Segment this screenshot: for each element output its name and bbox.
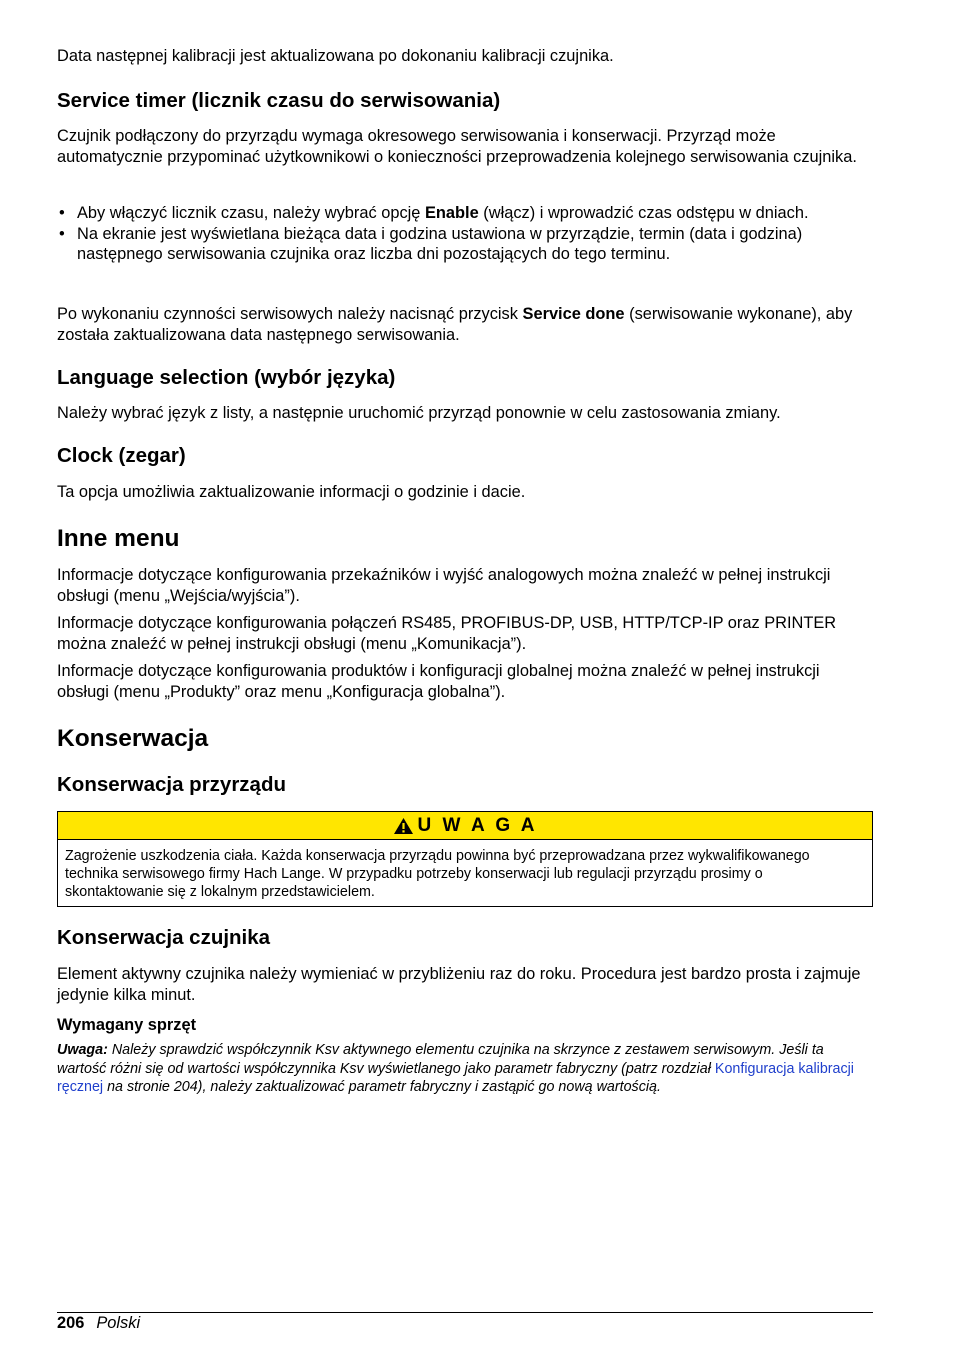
service-timer-bullets xyxy=(57,203,873,265)
required-equipment-heading: Wymagany sprzęt xyxy=(57,1016,197,1034)
note-label: Uwaga: xyxy=(57,1042,108,1058)
warning-title: U W A G A xyxy=(417,814,538,836)
intro-paragraph: Data następnej kalibracji jest aktualizowana po dokonaniu kalibracji czujnika. xyxy=(57,47,614,65)
note-paragraph: Uwaga: Należy sprawdzić współczynnik Ksv aktywnego elementu czujnika na skrzynce z zestawem serwisowym. Jeśli ta wartość różni się od wartości współczynnika Ksv wyświetlanego jako parametr fabryczny (patrz rozdział Konfiguracja kalibracji ręcznej na stronie 204), należy zaktualizować parametr fabryczny i zastąpić go nową wartością. xyxy=(57,1042,854,1095)
service-done-option: Service done xyxy=(522,305,625,323)
calibration-config-link[interactable]: Konfiguracja kalibracji ręcznej xyxy=(57,1060,854,1095)
service-timer-heading: Service timer (licznik czasu do serwisowania) xyxy=(57,89,501,112)
language-heading: Language selection (wybór języka) xyxy=(57,366,396,389)
warning-triangle-icon xyxy=(393,817,414,835)
warning-header xyxy=(58,812,872,840)
enable-option: Enable xyxy=(424,204,479,222)
service-timer-paragraph: Czujnik podłączony do przyrządu wymaga okresowego serwisowania i konserwacji. Przyrząd może automatycznie przypominać użytkownikowi o konieczności przeprowadzenia kolejnego serwisowania czujnika. xyxy=(57,127,857,166)
list-item: • Aby włączyć licznik czasu, należy wybrać opcję Enable (włącz) i wprowadzić czas odstępu w dniach. xyxy=(57,203,812,224)
other-menu-paragraph-2: Informacje dotyczące konfigurowania połączeń RS485, PROFIBUS-DP, USB, HTTP/TCP-IP oraz PRINTER można znaleźć w pełnej instrukcji obsługi (menu „Komunikacja”). xyxy=(57,614,837,653)
list-item: • Na ekranie jest wyświetlana bieżąca data i godzina ustawiona w przyrządzie, termin (data i godzina) następnego serwisowania czujnika oraz liczba dni pozostających do tego terminu. xyxy=(57,224,822,265)
page-number: 206 xyxy=(57,1314,85,1332)
service-done-paragraph: Po wykonaniu czynności serwisowych należy nacisnąć przycisk Service done (serwisowanie wykonane), aby została zaktualizowana data następnego serwisowania. xyxy=(57,305,853,344)
other-menu-paragraph-3: Informacje dotyczące konfigurowania produktów i konfiguracji globalnej można znaleźć w pełnej instrukcji obsługi (menu „Produkty” oraz menu „Konfiguracja globalna”). xyxy=(57,662,820,701)
footer-language: Polski xyxy=(96,1314,141,1332)
clock-paragraph: Ta opcja umożliwia zaktualizowanie informacji o godzinie i dacie. xyxy=(57,483,526,501)
sensor-maintenance-heading: Konserwacja czujnika xyxy=(57,926,271,949)
page-footer xyxy=(57,1313,140,1333)
clock-heading: Clock (zegar) xyxy=(57,444,186,467)
warning-box xyxy=(57,811,873,907)
sensor-maintenance-paragraph: Element aktywny czujnika należy wymieniać w przybliżeniu raz do roku. Procedura jest bardzo prosta i zajmuje jedynie kilka minut. xyxy=(57,965,861,1004)
other-menu-heading: Inne menu xyxy=(57,525,180,552)
other-menu-paragraph-1: Informacje dotyczące konfigurowania przekaźników i wyjść analogowych można znaleźć w pełnej instrukcji obsługi (menu „Wejścia/wyjścia”). xyxy=(57,566,831,605)
footer-divider xyxy=(57,1312,873,1313)
instrument-maintenance-heading: Konserwacja przyrządu xyxy=(57,773,286,796)
maintenance-heading: Konserwacja xyxy=(57,725,209,752)
warning-text: Zagrożenie uszkodzenia ciała. Każda konserwacja przyrządu powinna być przeprowadzana przez wykwalifikowanego technika serwisowego firmy Hach Lange. W przypadku potrzeby konserwacji lub regulacji przyrządu prosimy o skontaktowanie się z lokalnym przedstawicielem. xyxy=(65,848,810,901)
language-paragraph: Należy wybrać język z listy, a następnie uruchomić przyrząd ponownie w celu zastosowania zmiany. xyxy=(57,404,781,422)
